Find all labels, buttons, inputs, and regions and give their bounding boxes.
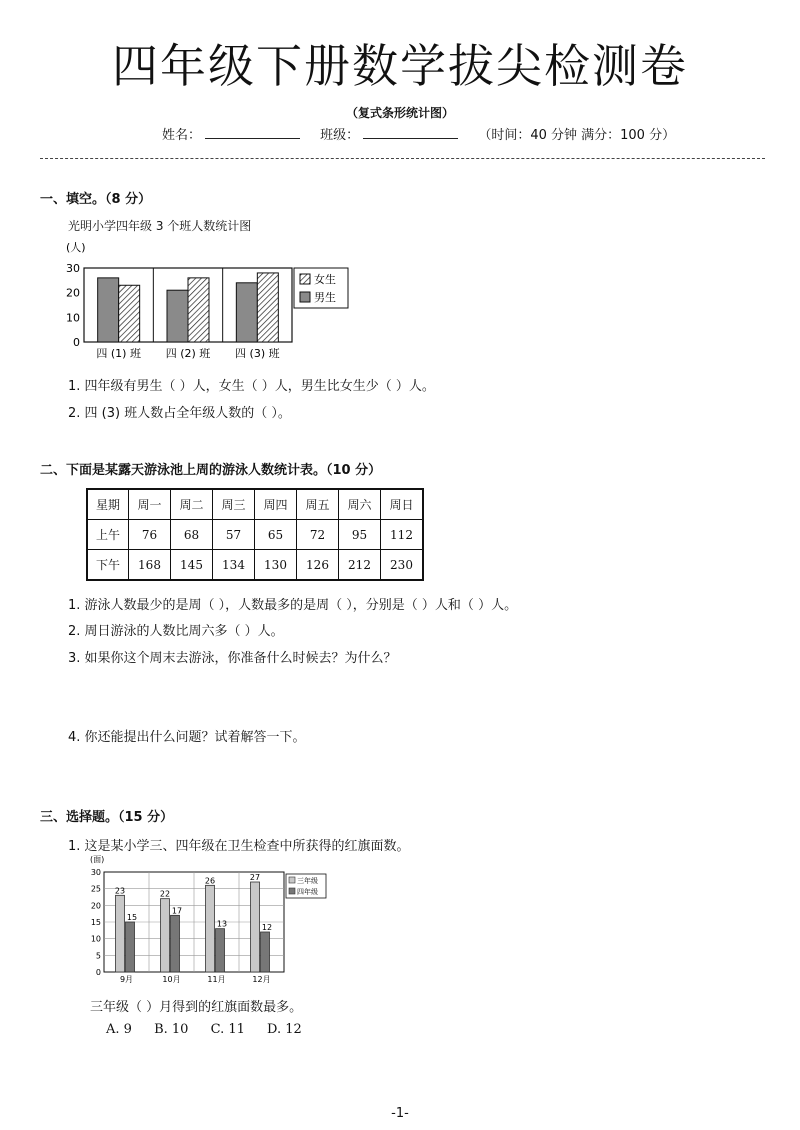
chart1-legend-boys-swatch — [300, 292, 310, 302]
chart1-bar-boys — [167, 290, 188, 342]
chart1-bar-girls — [188, 278, 209, 342]
chart2-legend-grade3-label: 三年级 — [297, 877, 318, 885]
option-a[interactable]: A. 9 — [106, 1022, 132, 1037]
chart2-x-tick-label: 11月 — [207, 975, 226, 984]
table-cell: 76 — [129, 520, 171, 550]
table-header-cell: 周四 — [255, 489, 297, 520]
chart1-y-unit: (人) — [66, 241, 86, 254]
s1-question-2: 2. 四 (3) 班人数占全年级人数的（ ）。 — [68, 406, 291, 421]
option-d[interactable]: D. 12 — [267, 1022, 302, 1037]
option-b[interactable]: B. 10 — [154, 1022, 189, 1037]
chart1-title: 光明小学四年级 3 个班人数统计图 — [68, 219, 252, 233]
table-header-cell: 周六 — [339, 489, 381, 520]
answer-options — [106, 1022, 302, 1037]
chart2-y-tick-label: 0 — [95, 968, 101, 977]
chart2-data-label: 26 — [204, 876, 216, 886]
section1-heading: 一、填空。（8 分） — [40, 192, 152, 207]
table-row — [87, 520, 423, 550]
time-info: （时间：40 分钟 满分：100 分） — [478, 128, 676, 143]
chart2-data-label: 12 — [261, 923, 273, 932]
chart2-x-tick-label: 12月 — [252, 975, 271, 984]
chart1-y-tick-label: 30 — [66, 262, 80, 275]
chart2-data-label: 27 — [249, 873, 261, 882]
class-population-chart — [60, 238, 360, 368]
chart2-y-tick-label: 10 — [90, 934, 101, 944]
section3-heading: 三、选择题。（15 分） — [40, 810, 174, 825]
chart2-bar-grade3 — [161, 899, 170, 972]
s2-question-4: 4. 你还能提出什么问题？试着解答一下。 — [68, 730, 306, 745]
table-header-cell: 周二 — [171, 489, 213, 520]
chart2-y-tick-label: 15 — [90, 918, 101, 927]
chart2-bar-grade4 — [216, 929, 225, 972]
student-info-row — [162, 124, 675, 143]
s2-question-2: 2. 周日游泳的人数比周六多（ ）人。 — [68, 624, 284, 639]
chart2-bar-grade3 — [251, 882, 260, 972]
table-cell: 126 — [297, 550, 339, 581]
table-header-cell: 周五 — [297, 489, 339, 520]
chart2-bar-grade4 — [171, 915, 180, 972]
s1-question-1: 1. 四年级有男生（ ）人，女生（ ）人，男生比女生少（ ）人。 — [68, 379, 435, 394]
class-label: 班级： — [320, 128, 360, 143]
option-c[interactable]: C. 11 — [210, 1022, 245, 1037]
chart2-bar-grade3 — [116, 895, 125, 972]
name-blank[interactable] — [205, 126, 300, 139]
table-header-row — [87, 489, 423, 520]
table-header-cell: 周三 — [213, 489, 255, 520]
class-blank[interactable] — [363, 126, 458, 139]
chart2-y-tick-label: 5 — [95, 951, 101, 961]
table-cell: 95 — [339, 520, 381, 550]
table-cell: 上午 — [87, 520, 129, 550]
table-header-cell: 周日 — [381, 489, 424, 520]
chart2-data-label: 15 — [126, 913, 138, 922]
chart2-bar-grade3 — [206, 885, 215, 972]
chart1-y-tick-label: 20 — [66, 286, 80, 300]
table-cell: 168 — [129, 550, 171, 581]
chart2-legend-grade4-label: 四年级 — [297, 888, 318, 896]
chart2-data-label: 13 — [216, 919, 228, 929]
table-cell: 134 — [213, 550, 255, 581]
page-subtitle: （复式条形统计图） — [345, 106, 454, 120]
table-cell: 57 — [213, 520, 255, 550]
chart2-y-tick-label: 20 — [90, 901, 101, 911]
chart1-legend-girls-label: 女生 — [314, 273, 336, 286]
table-cell: 230 — [381, 550, 424, 581]
chart1-bar-girls — [119, 285, 140, 342]
chart1-legend-girls-swatch — [300, 274, 310, 284]
page-title: 四年级下册数学拔尖检测卷 — [112, 39, 688, 93]
chart1-bar-girls — [257, 273, 278, 342]
chart2-bar-grade4 — [126, 922, 135, 972]
table-cell: 72 — [297, 520, 339, 550]
s2-question-3: 3. 如果你这个周末去游泳，你准备什么时候去？为什么？ — [68, 651, 397, 666]
chart2-y-unit: (面) — [90, 855, 105, 864]
red-flag-chart — [80, 852, 340, 992]
chart2-y-tick-label: 30 — [90, 868, 101, 877]
name-label: 姓名： — [162, 128, 202, 143]
chart1-bar-boys — [98, 278, 119, 342]
table-cell: 65 — [255, 520, 297, 550]
chart2-bar-grade4 — [261, 932, 270, 972]
chart1-x-tick-label: 四 (3) 班 — [235, 347, 280, 360]
swim-count-table — [86, 488, 424, 581]
table-header-cell: 周一 — [129, 489, 171, 520]
table-row — [87, 550, 423, 581]
chart2-legend-grade4-swatch — [289, 888, 295, 894]
table-cell: 212 — [339, 550, 381, 581]
chart2-x-tick-label: 10月 — [162, 975, 181, 984]
table-cell: 下午 — [87, 550, 129, 581]
table-cell: 130 — [255, 550, 297, 581]
chart1-y-tick-label: 0 — [73, 336, 80, 349]
chart2-legend-grade3-swatch — [289, 877, 295, 883]
chart2-data-label: 17 — [171, 906, 183, 916]
table-cell: 68 — [171, 520, 213, 550]
s2-question-1: 1. 游泳人数最少的是周（ ），人数最多的是周（ ），分别是（ ）人和（ ）人。 — [68, 598, 518, 613]
table-cell: 145 — [171, 550, 213, 581]
chart2-x-tick-label: 9月 — [119, 975, 134, 984]
divider — [40, 158, 765, 159]
s3-question-1: 1. 这是某小学三、四年级在卫生检查中所获得的红旗面数。 — [68, 839, 410, 854]
chart2-y-tick-label: 25 — [90, 884, 101, 894]
chart2-data-label: 23 — [114, 886, 126, 896]
section2-heading: 二、下面是某露天游泳池上周的游泳人数统计表。（10 分） — [40, 463, 382, 478]
page-number: -1- — [391, 1106, 409, 1121]
chart1-x-tick-label: 四 (1) 班 — [96, 347, 141, 360]
table-cell: 112 — [381, 520, 424, 550]
chart1-y-tick-label: 10 — [66, 311, 80, 325]
chart1-legend-boys-label: 男生 — [314, 291, 336, 304]
chart1-x-tick-label: 四 (2) 班 — [165, 347, 211, 360]
chart1-bar-boys — [236, 283, 257, 342]
table-header-cell: 星期 — [87, 489, 129, 520]
chart2-data-label: 22 — [159, 889, 171, 899]
s3-question-1-text: 三年级（ ）月得到的红旗面数最多。 — [90, 1000, 303, 1015]
